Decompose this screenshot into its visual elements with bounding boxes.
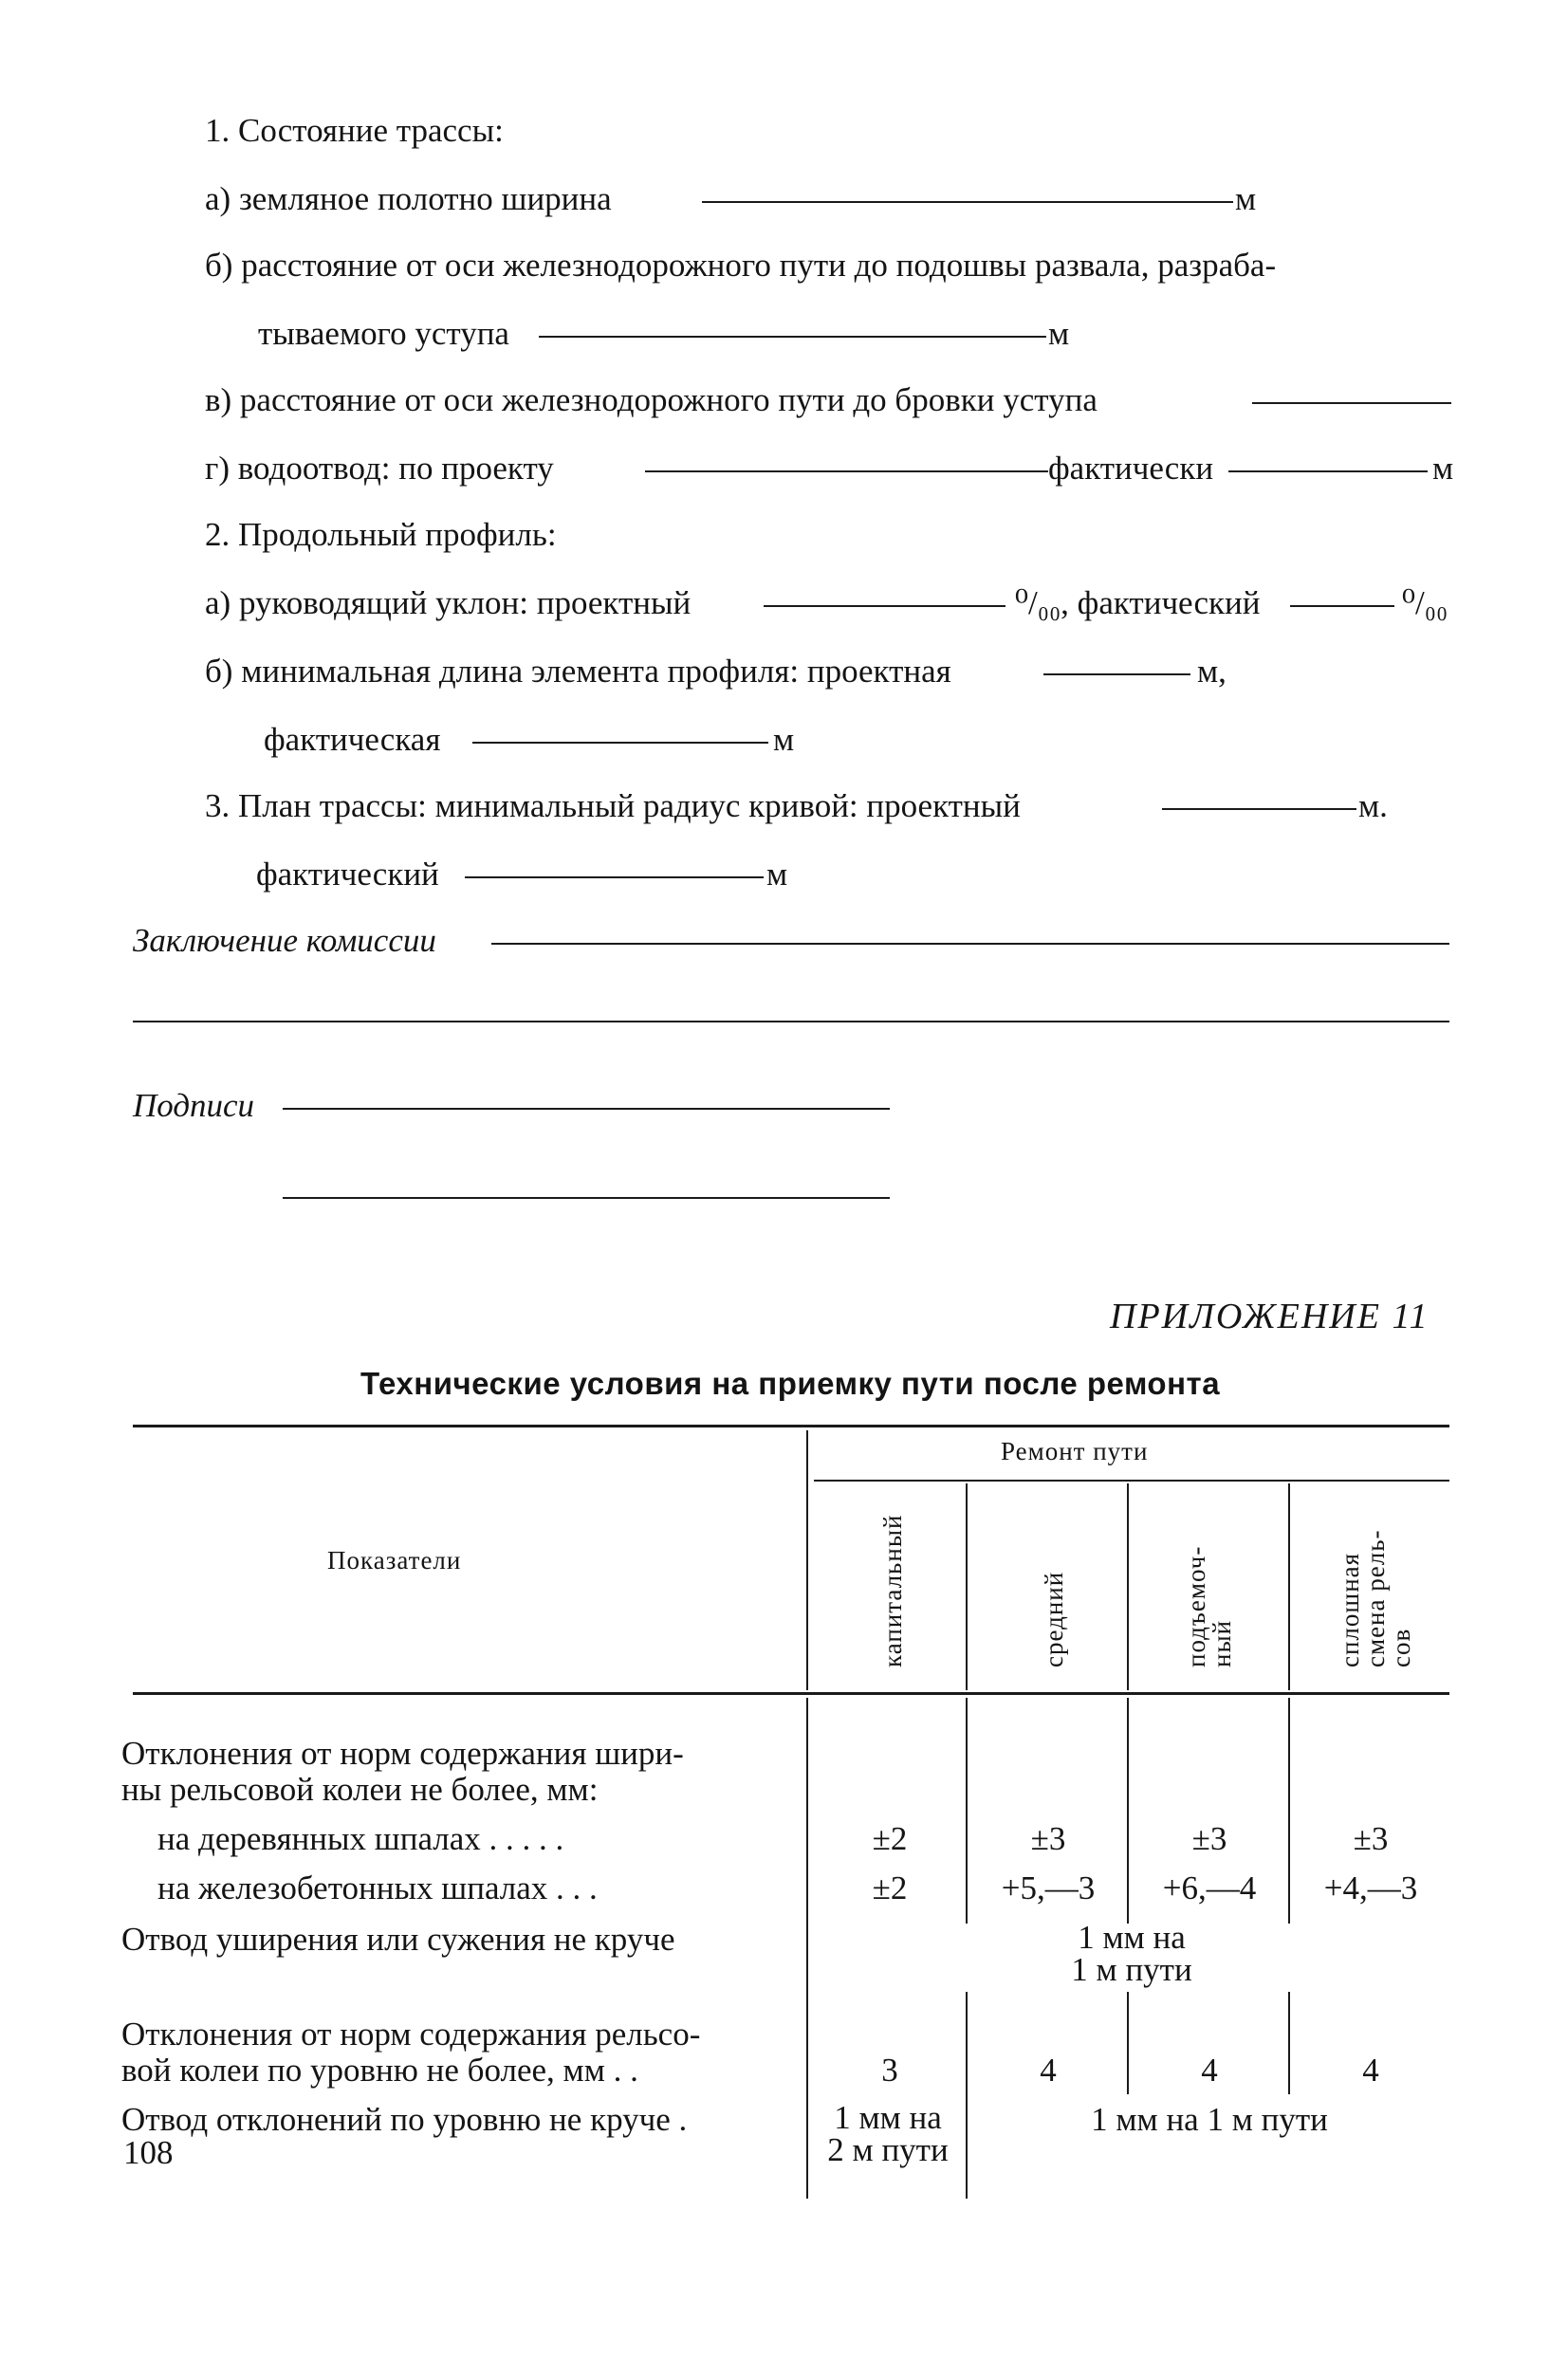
row1a-label: на деревянных шпалах . . . . . — [157, 1820, 564, 1857]
row1-label-line1: Отклонения от норм содержания шири- — [121, 1735, 684, 1772]
row4-other: 1 мм на 1 м пути — [1091, 2101, 1328, 2138]
row1b-medium: +5,—3 — [1001, 1869, 1096, 1906]
row4-capital: 1 мм на 2 м пути — [827, 2099, 949, 2168]
s1v-fill-line — [1252, 402, 1451, 404]
s2b-fill-line — [1043, 673, 1190, 675]
row3-label-line1: Отклонения от норм содержания рельсо- — [121, 2016, 701, 2053]
s1b-label-cont: тываемого уступа — [258, 315, 509, 352]
s2b-fill-line-2 — [472, 742, 768, 744]
row3-rail-replacement: 4 — [1362, 2052, 1379, 2089]
conclusion-fill-line-1 — [491, 943, 1449, 945]
section-3-label: 3. План трассы: минимальный радиус кривой: проектный — [205, 787, 1021, 824]
section-2-title: 2. Продольный профиль: — [205, 516, 557, 553]
row1a-capital: ±2 — [872, 1820, 908, 1857]
group-header-repair: Ремонт пути — [1001, 1437, 1149, 1465]
row3-label-line2: вой колеи по уровню не более, мм . . — [121, 2052, 638, 2089]
s1g-label: г) водоотвод: по проекту — [205, 450, 554, 487]
header-divider-1 — [966, 1483, 968, 1690]
body-divider-3a — [1288, 1698, 1290, 1924]
s1a-fill-line — [702, 201, 1233, 203]
row2-label: Отвод уширения или сужения не круче — [121, 1921, 675, 1958]
body-divider-main — [806, 1698, 808, 2199]
s1b-fill-line — [539, 336, 1046, 338]
s3-fill-line-2 — [465, 876, 764, 878]
signature-line-1 — [283, 1108, 890, 1110]
conclusion-label: Заключение комиссии — [133, 922, 436, 959]
s1a-label: а) земляное полотно ширина — [205, 180, 612, 217]
s1b-label: б) расстояние от оси железнодорожного пути до подошвы развала, разраба- — [205, 247, 1277, 284]
row1a-lifting: ±3 — [1191, 1820, 1227, 1857]
s2a-fill-line-2 — [1290, 605, 1394, 607]
signature-line-2 — [283, 1197, 890, 1199]
col-header-lifting: подъемоч- ный — [1182, 1545, 1236, 1667]
s1g-unit: м — [1432, 450, 1454, 487]
section-1-title: 1. Состояние трассы: — [205, 112, 504, 149]
appendix-label: ПРИЛОЖЕНИЕ 11 — [1110, 1297, 1430, 1336]
col-header-medium: средний — [1040, 1571, 1068, 1667]
body-divider-1a — [966, 1698, 968, 1924]
s3-unit: м. — [1358, 787, 1388, 824]
row4-label: Отвод отклонений по уровню не круче . — [121, 2101, 688, 2138]
s2b-unit-2: м — [773, 721, 795, 758]
body-divider-2b — [1127, 1992, 1129, 2094]
s1g-mid: фактически — [1048, 450, 1214, 487]
row1-label-line2: ны рельсовой колеи не более, мм: — [121, 1771, 599, 1808]
s1b-unit: м — [1048, 315, 1070, 352]
signatures-label: Подписи — [133, 1087, 255, 1124]
s2b-label-cont: фактическая — [264, 721, 441, 758]
s2a-label: а) руководящий уклон: проектный — [205, 584, 692, 621]
s2b-label: б) минимальная длина элемента профиля: проектная — [205, 653, 951, 690]
s3-label-cont: фактический — [256, 856, 439, 893]
col-header-rail-replacement: сплошная смена рель- сов — [1336, 1529, 1415, 1667]
row3-lifting: 4 — [1201, 2052, 1218, 2089]
row1b-rail-replacement: +4,—3 — [1323, 1869, 1418, 1906]
page-number: 108 — [123, 2134, 174, 2171]
s3-fill-line — [1162, 808, 1356, 810]
s1g-fill-line-1 — [645, 470, 1048, 472]
row1b-label: на железобетонных шпалах . . . — [157, 1869, 598, 1906]
s2a-unit-1: ⁰/₀₀, фактический — [1015, 584, 1261, 621]
body-divider-1b — [966, 1992, 968, 2094]
row1a-rail-replacement: ±3 — [1353, 1820, 1389, 1857]
body-divider-2a — [1127, 1698, 1129, 1924]
header-divider-main — [806, 1430, 808, 1690]
s2a-fill-line-1 — [764, 605, 1005, 607]
row1b-capital: ±2 — [872, 1869, 908, 1906]
conclusion-fill-line-2 — [133, 1021, 1449, 1022]
header-divider-2 — [1127, 1483, 1129, 1690]
group-header-rule — [814, 1480, 1449, 1482]
s1g-fill-line-2 — [1228, 470, 1428, 472]
row2-value: 1 мм на 1 м пути — [1071, 1919, 1192, 1988]
table-header-bottom-rule — [133, 1692, 1449, 1695]
header-divider-3 — [1288, 1483, 1290, 1690]
row1a-medium: ±3 — [1030, 1820, 1066, 1857]
appendix-title: Технические условия на приемку пути после ремонта — [360, 1366, 1221, 1401]
body-divider-1c — [966, 2094, 968, 2199]
table-top-rule — [133, 1425, 1449, 1427]
col-indicators-header: Показатели — [327, 1546, 462, 1574]
body-divider-3b — [1288, 1992, 1290, 2094]
s1v-label: в) расстояние от оси железнодорожного пути до бровки уступа — [205, 381, 1098, 418]
s3-unit-2: м — [766, 856, 788, 893]
s1a-unit: м — [1235, 180, 1257, 217]
col-header-capital: капитальный — [878, 1514, 907, 1667]
s2a-unit-2: ⁰/₀₀ — [1402, 584, 1448, 621]
row3-capital: 3 — [881, 2052, 898, 2089]
s2b-unit: м, — [1197, 653, 1227, 690]
row1b-lifting: +6,—4 — [1162, 1869, 1257, 1906]
row3-medium: 4 — [1040, 2052, 1057, 2089]
